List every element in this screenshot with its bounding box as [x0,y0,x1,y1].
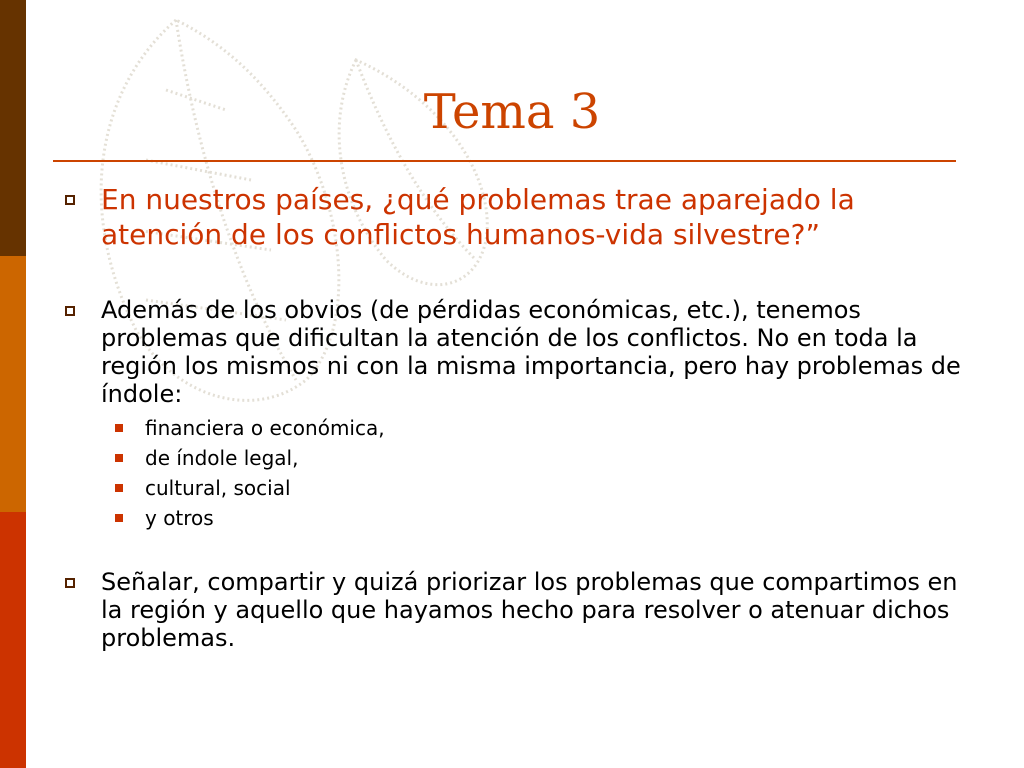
sub-item-text: y otros [145,506,214,530]
sub-item [62,443,967,473]
bullet-problems [62,296,967,408]
bullet-text: Señalar, compartir y quizá priorizar los problemas que compartimos en la región y aquello que hayamos hecho para resolver o atenuar dichos problemas. [101,568,958,652]
side-bar-top [0,0,26,256]
side-bar-bottom [0,512,26,768]
side-bar-middle [0,256,26,512]
sub-list-problem-types [62,413,967,533]
sub-item-text: cultural, social [145,476,291,500]
sub-item [62,413,967,443]
filled-square-icon [115,514,123,522]
sub-item-text: de índole legal, [145,446,299,470]
bullet-text: En nuestros países, ¿qué problemas trae aparejado la atención de los conflictos humanos-vida silvestre?” [101,183,855,251]
filled-square-icon [115,454,123,462]
bullet-question [62,182,967,252]
slide-title: Tema 3 [423,84,601,140]
sub-item-text: financiera o económica, [145,416,385,440]
title-underline [53,160,956,162]
hollow-square-icon [65,578,75,588]
filled-square-icon [115,424,123,432]
sub-item [62,503,967,533]
hollow-square-icon [65,306,75,316]
sub-item [62,473,967,503]
bullet-text: Además de los obvios (de pérdidas económicas, etc.), tenemos problemas que dificultan la atención de los conflictos. No en toda la región los mismos ni con la misma importancia, pero hay problemas de índole: [101,296,961,408]
filled-square-icon [115,484,123,492]
hollow-square-icon [65,195,75,205]
slide-body [62,182,967,652]
bullet-action [62,568,967,652]
